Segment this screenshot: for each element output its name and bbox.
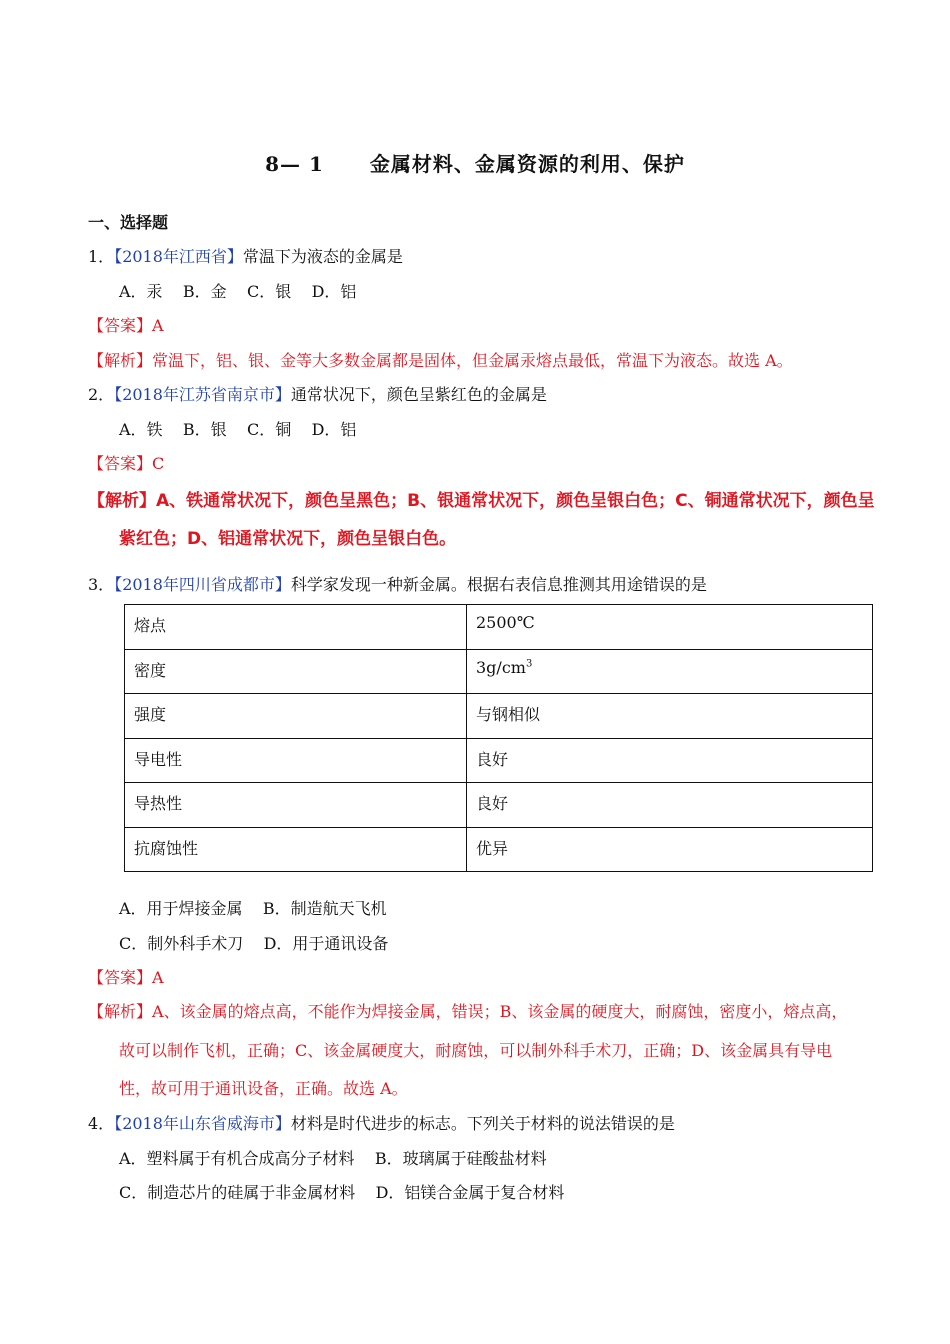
table-row [125, 783, 873, 828]
question-stem: 材料是时代进步的标志。下列关于材料的说法错误的是 [290, 1114, 675, 1133]
analysis-continued: 性，故可用于通讯设备，正确。故选 A。 [119, 1079, 408, 1098]
answer-label: 【答案】 [88, 316, 153, 335]
analysis [88, 486, 875, 511]
property-value: 优异 [467, 827, 873, 872]
question-source: 【2018年江西省】 [114, 247, 243, 266]
question-number: 1． [88, 247, 115, 266]
page-title [0, 148, 950, 177]
answer [88, 965, 164, 988]
answer [88, 451, 164, 474]
superscript: 3 [525, 658, 533, 670]
question-options: C．制造芯片的硅属于非金属材料 D．铝镁合金属于复合材料 [119, 1183, 565, 1202]
table-row [125, 827, 873, 872]
question-number: 3． [88, 575, 115, 594]
question-1 [88, 244, 403, 267]
answer-value: C [152, 454, 165, 473]
answer-value: A [152, 968, 164, 987]
analysis-text: 常温下，铝、银、金等大多数金属都是固体，但金属汞熔点最低，常温下为液态。故选 A。 [152, 351, 793, 370]
question-options: A．塑料属于有机合成高分子材料 B．玻璃属于硅酸盐材料 [119, 1149, 547, 1168]
analysis [88, 999, 847, 1022]
property-name: 抗腐蚀性 [125, 827, 467, 872]
question-options: C．制外科手术刀 D．用于通讯设备 [119, 934, 389, 953]
answer-value: A [152, 316, 164, 335]
question-number: 2． [88, 385, 115, 404]
property-name: 强度 [125, 694, 467, 739]
answer-label: 【答案】 [88, 968, 153, 987]
property-value: 2500℃ [467, 605, 873, 650]
question-options: A．铁 B．银 C．铜 D．铝 [119, 420, 357, 439]
property-name: 导热性 [125, 783, 467, 828]
answer-label: 【答案】 [88, 454, 153, 473]
answer [88, 313, 164, 336]
chapter-title: 金属材料、金属资源的利用、保护 [369, 152, 685, 176]
table-row [125, 649, 873, 694]
property-name: 熔点 [125, 605, 467, 650]
analysis-text: A、该金属的熔点高，不能作为焊接金属，错误；B、该金属的硬度大，耐腐蚀，密度小，熔点高， [152, 1002, 848, 1021]
analysis [88, 348, 793, 371]
question-3 [88, 572, 707, 595]
analysis-text: A、铁通常状况下，颜色呈黑色；B、银通常状况下，颜色呈银白色；C、铜通常状况下，颜色呈 [156, 491, 875, 511]
question-stem: 常温下为液态的金属是 [242, 247, 403, 266]
property-name: 导电性 [125, 738, 467, 783]
property-value: 与钢相似 [467, 694, 873, 739]
analysis-label: 【解析】 [88, 491, 156, 511]
question-options: A．用于焊接金属 B．制造航天飞机 [119, 899, 387, 918]
question-source: 【2018年江苏省南京市】 [114, 385, 291, 404]
property-name: 密度 [125, 649, 467, 694]
properties-table [124, 604, 873, 872]
table-row [125, 694, 873, 739]
question-4 [88, 1111, 675, 1134]
chapter-number: 8— 1 [265, 152, 324, 176]
property-value: 良好 [467, 738, 873, 783]
density-value: 3g/cm [476, 657, 526, 677]
question-source: 【2018年山东省威海市】 [114, 1114, 291, 1133]
analysis-continued: 故可以制作飞机，正确；C、该金属硬度大，耐腐蚀，可以制外科手术刀，正确；D、该金属具有导电 [119, 1041, 833, 1060]
question-number: 4． [88, 1114, 115, 1133]
analysis-label: 【解析】 [88, 1002, 153, 1021]
section-heading: 一、选择题 [88, 213, 169, 232]
property-value [467, 649, 873, 694]
table-row [125, 605, 873, 650]
question-2 [88, 382, 547, 405]
analysis-continued: 紫红色；D、铝通常状况下，颜色呈银白色。 [119, 529, 457, 549]
analysis-label: 【解析】 [88, 351, 153, 370]
question-stem: 科学家发现一种新金属。根据右表信息推测其用途错误的是 [290, 575, 707, 594]
property-value: 良好 [467, 783, 873, 828]
question-source: 【2018年四川省成都市】 [114, 575, 291, 594]
question-stem: 通常状况下，颜色呈紫红色的金属是 [290, 385, 547, 404]
question-options: A．汞 B．金 C．银 D．铝 [119, 282, 357, 301]
table-row [125, 738, 873, 783]
